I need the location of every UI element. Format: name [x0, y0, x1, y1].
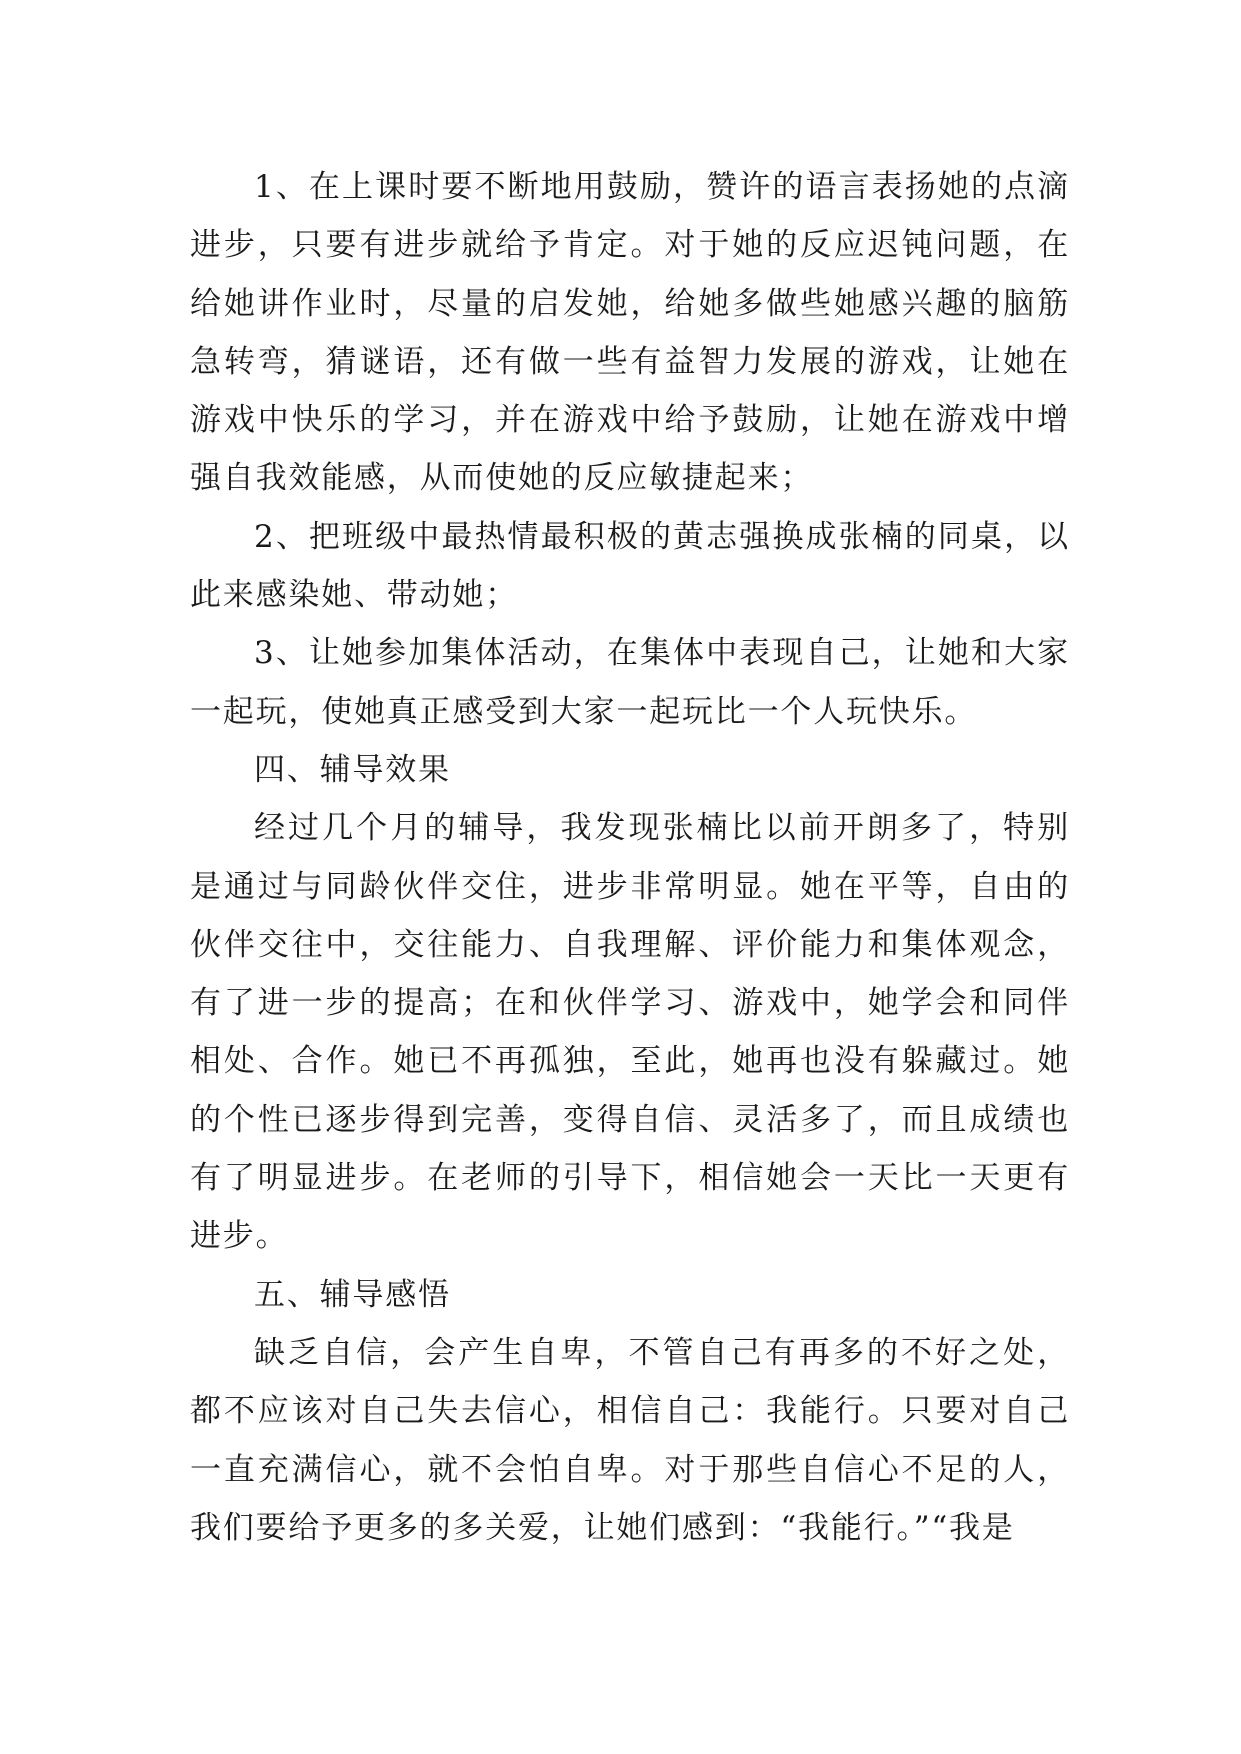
paragraph-method-2: 2、把班级中最热情最积极的黄志强换成张楠的同桌，以此来感染她、带动她； — [190, 518, 1070, 614]
section-heading-reflection: 五、辅导感悟 — [254, 1276, 451, 1313]
paragraph-method-3: 3、让她参加集体活动，在集体中表现自己，让她和大家一起玩，使她真正感受到大家一起玩比一个人玩快乐。 — [190, 635, 1070, 730]
paragraph-effect: 经过几个月的辅导，我发现张楠比以前开朗多了，特别是通过与同龄伙伴交住，进步非常明显。她在平等，自由的伙伴交往中，交往能力、自我理解、评价能力和集体观念，有了进一步的提高；在和伙伴学习、游戏中，她学会和同伴相处、合作。她已不再孤独，至此，她再也没有躲藏过。她的个性已逐步得到完善，变得自信、灵活多了，而且成绩也有了明显进步。在老师的引导下，相信她会一天比一天更有进步。 — [190, 810, 1070, 1255]
paragraph-method-1: 1、在上课时要不断地用鼓励，赞许的语言表扬她的点滴进步，只要有进步就给予肯定。对于她的反应迟钝问题，在给她讲作业时，尽量的启发她，给她多做些她感兴趣的脑筋急转弯，猜谜语，还有做一些有益智力发展的游戏，让她在游戏中快乐的学习，并在游戏中给予鼓励，让她在游戏中增强自我效能感，从而使她的反应敏捷起来； — [190, 169, 1070, 497]
paragraph-reflection: 缺乏自信，会产生自卑，不管自己有再多的不好之处，都不应该对自己失去信心，相信自己：我能行。只要对自己一直充满信心，就不会怕自卑。对于那些自信心不足的人，我们要给予更多的多关爱，让她们感到：“我能行。”“我是 — [190, 1334, 1070, 1546]
document-body — [190, 158, 1070, 1557]
section-heading-effect: 四、辅导效果 — [254, 751, 451, 788]
